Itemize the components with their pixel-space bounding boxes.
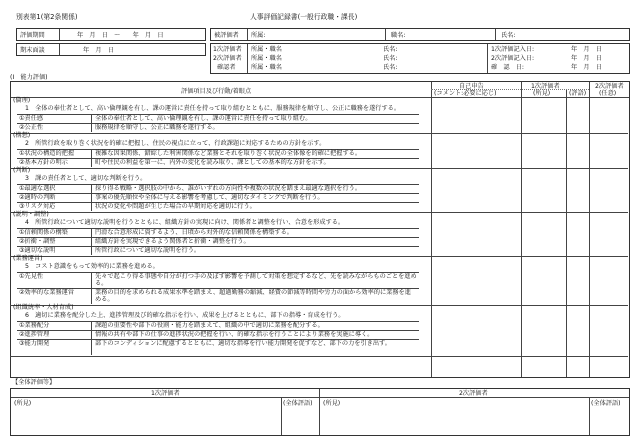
item-text: 組織方針を実現できるよう関係者と折衝・調整を行う。 (95, 238, 250, 245)
section-heading: (業務運営) (13, 255, 43, 262)
section-description: 3 課の責任者として、適切な判断を行う。 (25, 175, 147, 182)
evaluation-period-label: 評価期間 (20, 32, 45, 39)
overall-first-score-label: (全体評語) (283, 400, 313, 407)
item-text: 複雑な因果関係、錯綜した利害関係など業務とそれを取り巻く状況の全体像を的確に把握する。 (95, 150, 362, 157)
item-label: ①責任感 (19, 115, 44, 122)
section-description: 4 所管行政について適切な説明を行うとともに、組織方針の実現に向け、関係者と調整を行い、合意を形成する。 (25, 219, 345, 226)
item-label: ②公正性 (19, 124, 44, 131)
evaluator-name-1[interactable]: 氏名: (383, 46, 398, 53)
section-heading: (構想) (13, 132, 31, 139)
section-heading: (組織統率・人材育成) (13, 304, 74, 311)
evaluator-date-label-3: 確 認 日: (491, 64, 525, 71)
item-text: 先々で起こり得る事態や自分が打つ手の及ぼす影響を予測して対策を想定するなど、先を読みながらものごとを進める。 (95, 273, 417, 288)
col-header-self: 自己申告 (459, 83, 484, 90)
item-text: 課題の重要性や部下の役割・能力を踏まえて、組織の中で適切に業務を配分する。 (95, 322, 324, 329)
item-text: 所管行政について適切な説明を行う。 (95, 247, 201, 254)
evaluatee-org-label[interactable]: 所属: (251, 32, 266, 39)
col-header-first: 1次評価者 (531, 83, 560, 90)
overall-first-header: 1次評価者 (151, 390, 180, 397)
item-label: ①状況の構造的把握 (19, 150, 75, 157)
item-label: ②進捗管理 (19, 331, 50, 338)
evaluator-date-label-1: 1次評価記入日: (491, 46, 535, 53)
final-interview-date[interactable]: 年 月 日 (83, 47, 114, 54)
item-text: 採り得る戦略・選択肢の中から、誰がいずれの方向性や複数の状況を踏まえ最適な選択を行う。 (95, 185, 362, 192)
col-header-item: 評価項目及び行動/着眼点 (181, 88, 252, 95)
col-header-first-opinion: (所見) (533, 90, 551, 97)
item-text: 全体の奉仕者として、高い倫理観を有し、課の運営に責任を持って取り組む。 (95, 115, 312, 122)
document-title: 人事評価記録書(一般行政職・課長) (250, 13, 358, 21)
evaluatee-post-label[interactable]: 職名: (391, 32, 406, 39)
item-label: ①信頼関係の構築 (19, 229, 68, 236)
evaluators-box (210, 43, 630, 74)
section-description: 6 適切に業務を配分した上、進捗管理及び的確な指示を行い、成果を上げるとともに、部下の指導・育成を行う。 (25, 312, 345, 319)
evaluator-name-2[interactable]: 氏名: (383, 55, 398, 62)
evaluator-role-1: 1次評価者 (213, 46, 242, 53)
item-label: ①最適な選択 (19, 185, 56, 192)
evaluator-date-2[interactable]: 年 月 日 (571, 55, 602, 62)
item-label: ②折衝・調整 (19, 238, 56, 245)
section-description: 1 全体の奉仕者として、高い倫理観を有し、課の運営に責任を持って取り組むとともに、服務規律を順守し、公正に職務を遂行する。 (25, 105, 401, 112)
overall-first-opinion-label: (所見) (14, 400, 32, 407)
item-label: ③能力開発 (19, 340, 50, 347)
item-text: 事案の優先順位や全体に与える影響を考慮して、適切なタイミングで判断を行う。 (95, 194, 324, 201)
col-header-second-sub: (任意) (599, 90, 617, 97)
evaluator-date-1[interactable]: 年 月 日 (571, 46, 602, 53)
section-heading: (説明・調整) (13, 211, 49, 218)
overall-table (10, 388, 630, 436)
col-header-first-score: (評語) (569, 90, 587, 97)
col-header-self-sub: (コメント:必要に応じ) (434, 90, 497, 97)
item-label: ①先見性 (19, 273, 44, 280)
item-label: ③リスク対応 (19, 203, 56, 210)
evaluator-org-1[interactable]: 所属・職名 (251, 46, 282, 53)
final-interview-label: 期末面談 (20, 47, 45, 54)
item-text: 町や住民の利益を第一に、内外の変化を読み取り、課としての基本的な方針を示す。 (95, 159, 330, 166)
item-text: 部下のコンディションに配慮するとともに、適切な指導を行い能力開発を促すなど、部下の力を引き出す。 (95, 340, 391, 347)
overall-second-score-label: (全体評語) (591, 400, 621, 407)
form-id: 別表第1(第2条関係) (16, 13, 78, 21)
item-text: 服務規律を順守し、公正に職務を遂行する。 (95, 124, 219, 131)
final-interview-box (16, 43, 206, 56)
evaluatee-label: 被評価者 (214, 32, 239, 39)
evaluation-period-box (16, 28, 206, 41)
item-label: ②基本方針の明示 (19, 159, 68, 166)
section-heading: (判断) (13, 167, 31, 174)
section-heading: (倫理) (13, 97, 31, 104)
evaluator-name-3[interactable]: 氏名: (383, 64, 398, 71)
item-text: 業務の目的を求められる成果水準を踏まえ、超過勤務の縮減、経費の節減等時間や労力の面から効率的に業務を進める。 (95, 289, 411, 304)
evaluator-org-2[interactable]: 所属・職名 (251, 55, 282, 62)
col-header-second: 2次評価者 (595, 83, 624, 90)
section-title-ability: (Ⅰ 能力評価) (10, 74, 48, 81)
overall-second-opinion-label: (所見) (323, 400, 341, 407)
evaluatee-info-box (210, 28, 630, 41)
evaluatee-name-label[interactable]: 氏名: (501, 32, 516, 39)
item-text: 情報の共有や部下の仕事の進捗状況の把握を行い、的確な指示を行うことにより業務を実施に導く。 (95, 331, 374, 338)
evaluator-org-3[interactable]: 所属・職名 (251, 64, 282, 71)
section-description: 2 所管行政を取り巻く状況を的確に把握し、住民の視点に立って、行政課題に対応するための方針を示す。 (25, 140, 326, 147)
item-label: ②効率的な業務運営 (19, 289, 75, 296)
evaluation-period-value[interactable]: 年 月 日 ～ 年 月 日 (77, 32, 164, 39)
item-text: 円滑な合意形成に資するよう、日頃から対外的な信頼関係を構築する。 (95, 229, 293, 236)
item-label: ②適時の判断 (19, 194, 56, 201)
item-text: 状況の変化や問題が生じた場合の早期対応を適切に行う。 (95, 203, 256, 210)
evaluator-role-3: 確認者 (217, 64, 236, 71)
item-label: ③適切な説明 (19, 247, 56, 254)
evaluator-date-3[interactable]: 年 月 日 (571, 64, 602, 71)
evaluator-date-label-2: 2次評価記入日: (491, 55, 535, 62)
item-label: ①業務配分 (19, 322, 50, 329)
overall-section-title: 【全体評価等】 (12, 379, 56, 386)
evaluator-role-2: 2次評価者 (213, 55, 242, 62)
overall-second-header: 2次評価者 (459, 390, 488, 397)
section-description: 5 コスト意識をもって効率的に業務を進める。 (25, 263, 159, 270)
